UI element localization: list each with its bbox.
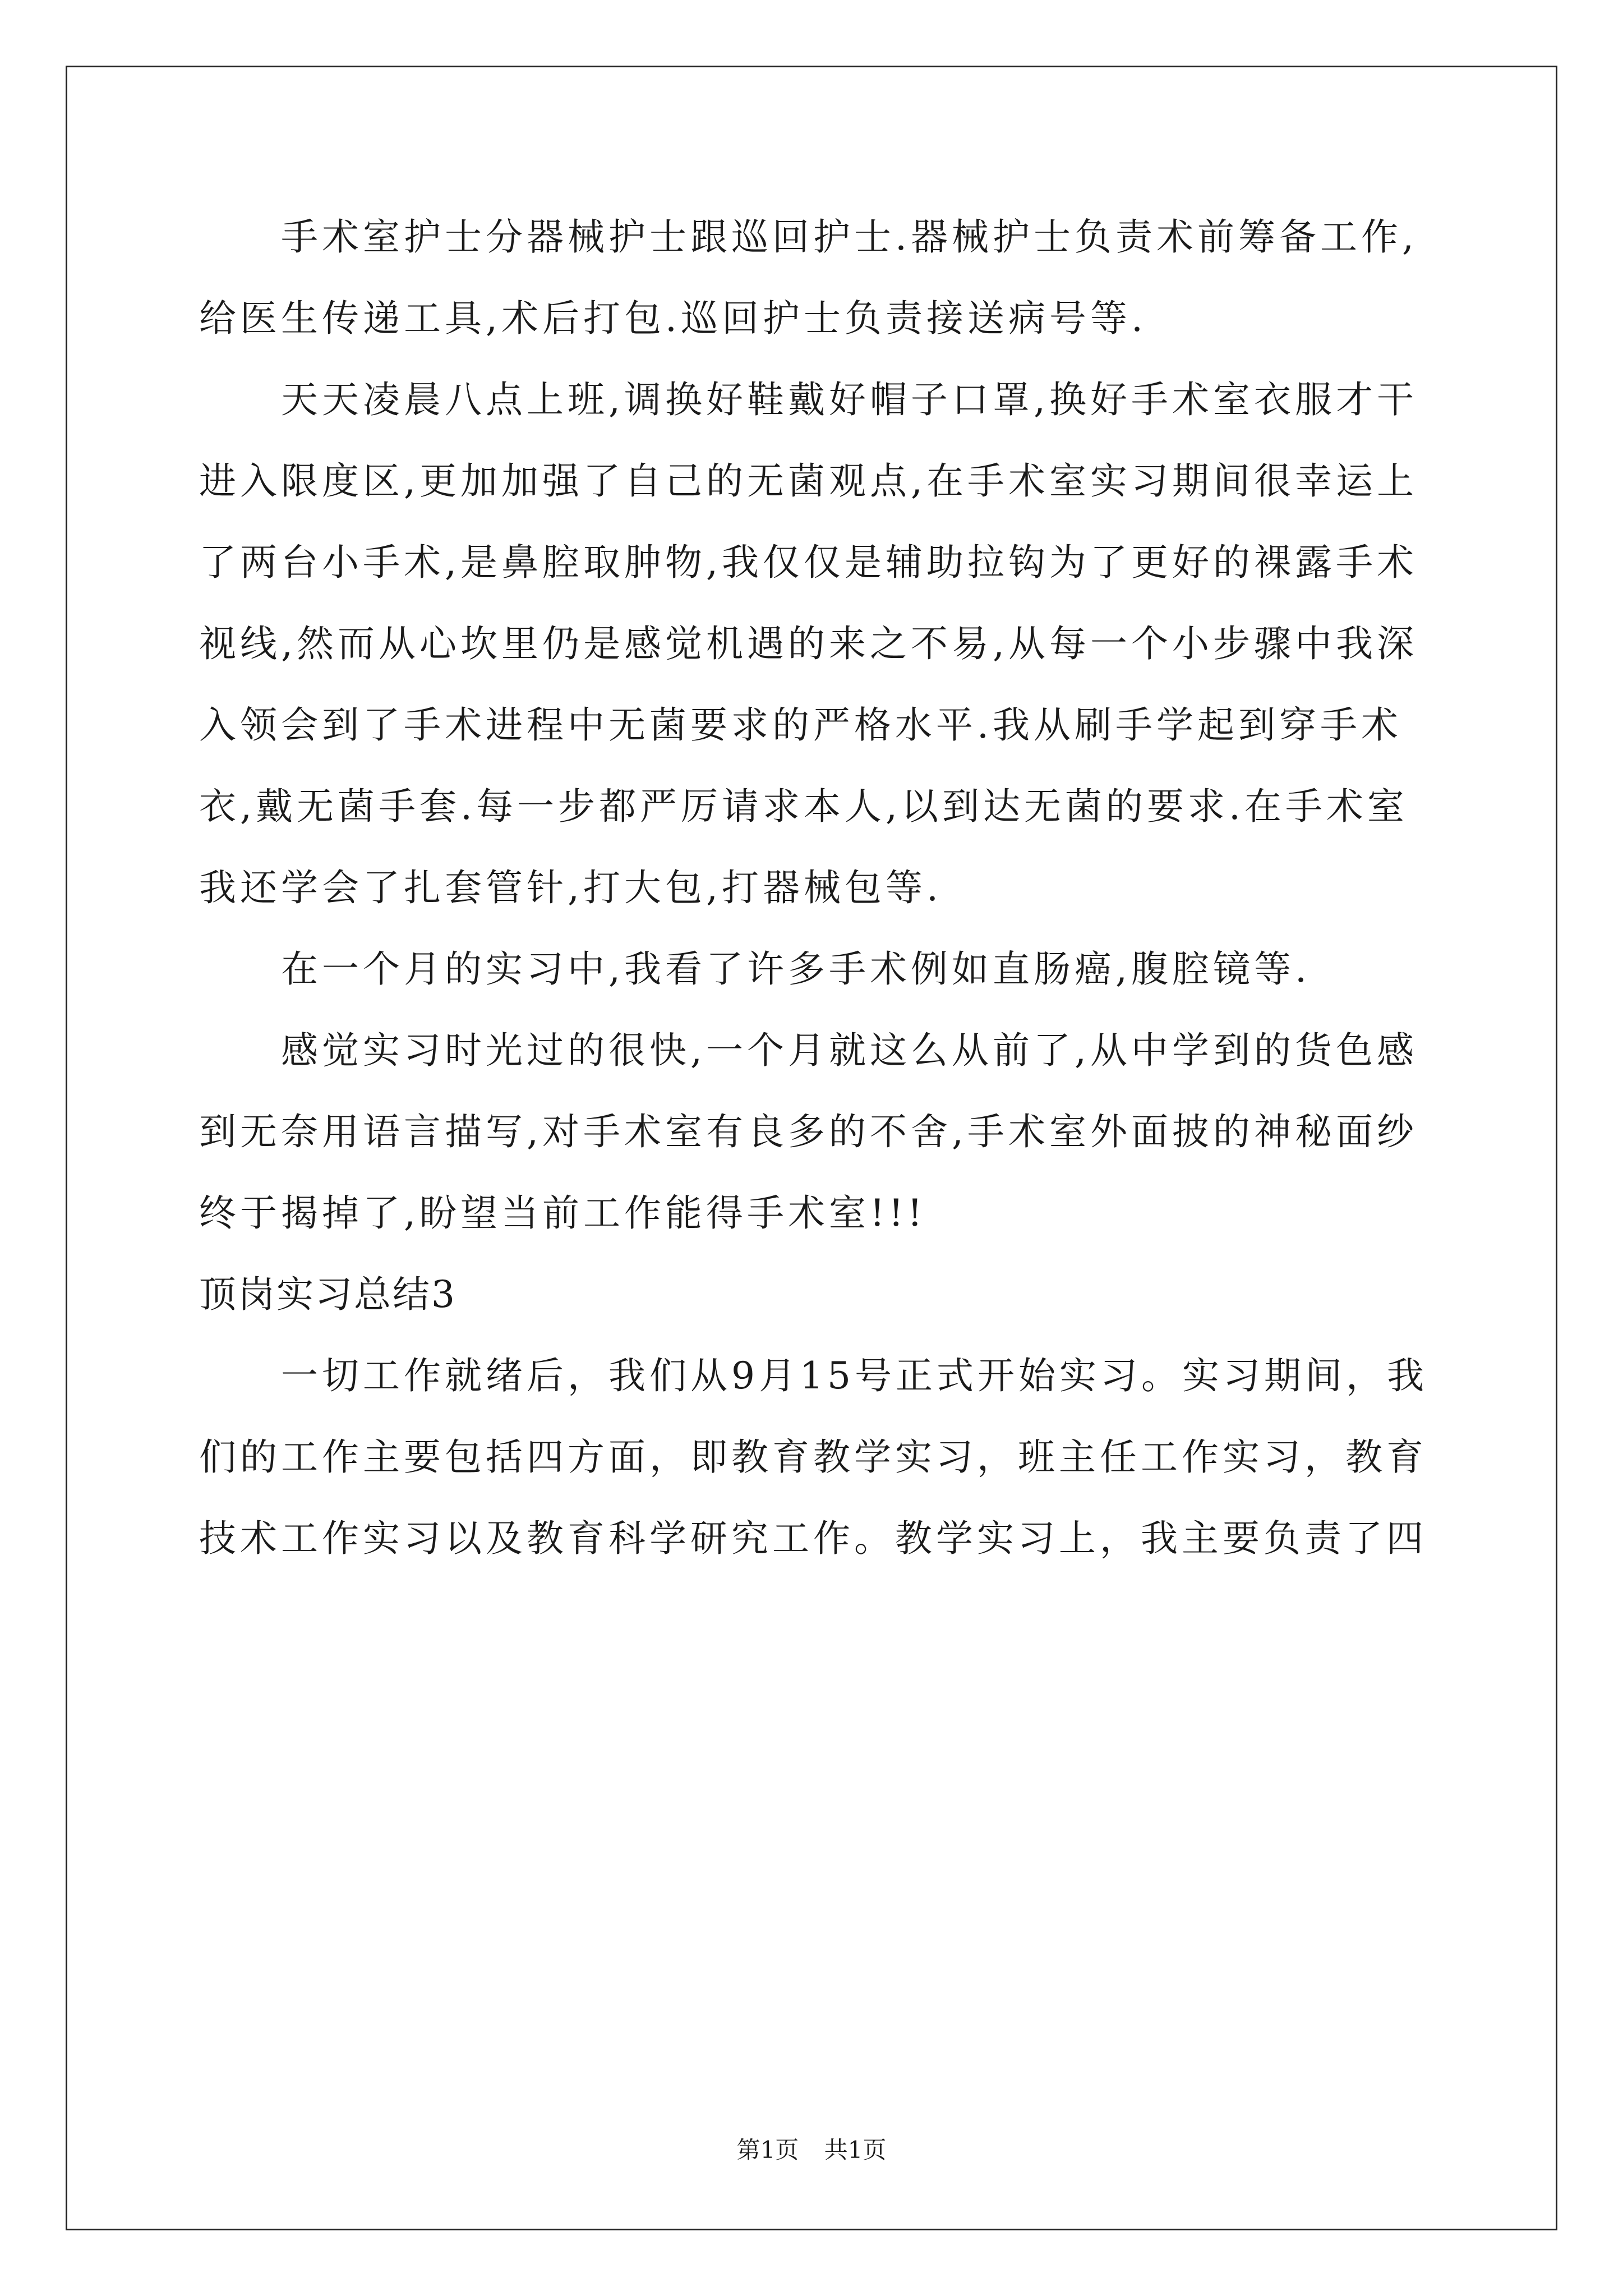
text-line: 了两台小手术,是鼻腔取肿物,我仅仅是辅助拉钩为了更好的裸露手术 [199,541,1418,584]
text-line: 衣,戴无菌手套.每一步都严厉请求本人,以到达无菌的要求.在手术室 [199,785,1408,828]
page-total: 共1页 [824,2136,887,2164]
text-line: 技术工作实习以及教育科学研究工作。教学实习上，我主要负责了四 [199,1517,1427,1560]
page-number: 第1页 [736,2136,799,2164]
text-line: 们的工作主要包括四方面，即教育教学实习，班主任工作实习，教育 [199,1435,1427,1479]
text-line: 天天凌晨八点上班,调换好鞋戴好帽子口罩,换好手术室衣服才干 [281,378,1418,421]
text-line: 视线,然而从心坎里仍是感觉机遇的来之不易,从每一个小步骤中我深 [199,622,1418,665]
text-line: 一切工作就绪后，我们从9月15号正式开始实习。实习期间，我 [281,1354,1428,1397]
text-line: 感觉实习时光过的很快,一个月就这么从前了,从中学到的货色感 [281,1029,1418,1072]
text-line: 进入限度区,更加加强了自己的无菌观点,在手术室实习期间很幸运上 [199,459,1418,503]
text-line: 终于揭掉了,盼望当前工作能得手术室!!! [199,1191,926,1235]
text-line: 我还学会了扎套管针,打大包,打器械包等. [199,866,942,909]
page-footer [0,2132,1623,2165]
section-heading: 顶岗实习总结3 [199,1273,457,1316]
text-line: 给医生传递工具,术后打包.巡回护士负责接送病号等. [199,297,1147,340]
text-line: 到无奈用语言描写,对手术室有良多的不舍,手术室外面披的神秘面纱 [199,1110,1418,1153]
text-line: 在一个月的实习中,我看了许多手术例如直肠癌,腹腔镜等. [281,947,1311,991]
text-line: 手术室护士分器械护士跟巡回护士.器械护士负责术前筹备工作, [281,215,1418,259]
text-line: 入领会到了手术进程中无菌要求的严格水平.我从刷手学起到穿手术 [199,703,1402,747]
